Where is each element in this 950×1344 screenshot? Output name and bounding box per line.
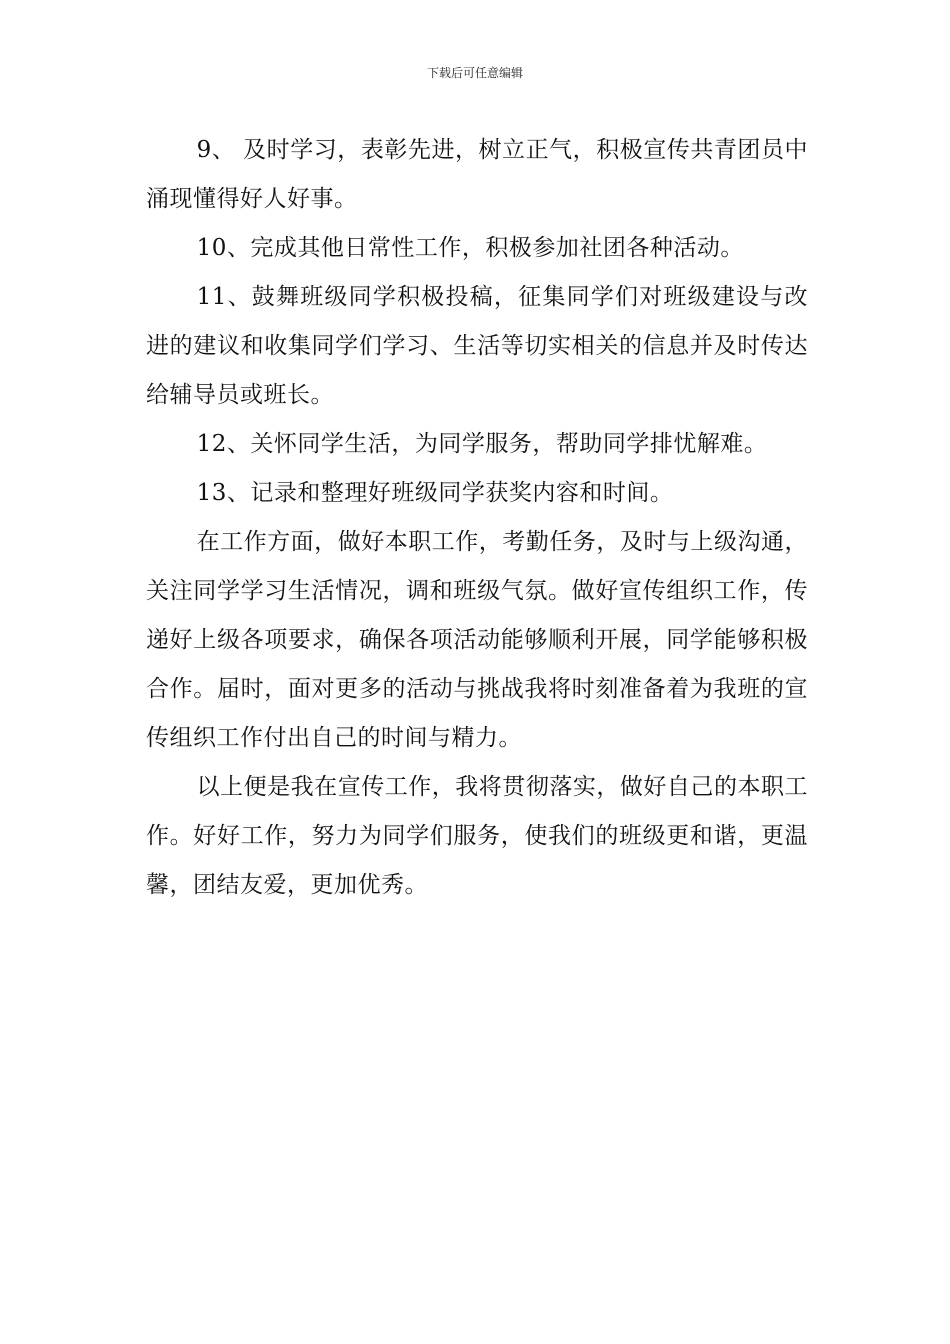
page-header: 下载后可任意编辑 [426, 66, 523, 80]
paragraph-item-9: 9、 及时学习，表彰先进，树立正气，积极宣传共青团员中涌现懂得好人好事。 [146, 137, 808, 212]
document-body [146, 126, 808, 910]
paragraph-item-11: 11、鼓舞班级同学积极投稿，征集同学们对班级建设与改进的建议和收集同学们学习、生活等切实相关的信息并及时传达给辅导员或班长。 [146, 284, 808, 408]
paragraph-item-13: 13、记录和整理好班级同学获奖内容和时间。 [196, 480, 674, 506]
paragraph-conclusion: 以上便是我在宣传工作，我将贯彻落实，做好自己的本职工作。好好工作，努力为同学们服务，使我们的班级更和谐，更温馨，团结友爱，更加优秀。 [146, 774, 808, 898]
paragraph-item-12: 12、关怀同学生活，为同学服务，帮助同学排忧解难。 [196, 431, 768, 457]
paragraph-item-10: 10、完成其他日常性工作，积极参加社团各种活动。 [196, 235, 744, 261]
paragraph-work-summary: 在工作方面，做好本职工作，考勤任务，及时与上级沟通，关注同学学习生活情况，调和班级气氛。做好宣传组织工作，传递好上级各项要求，确保各项活动能够顺利开展，同学能够积极合作。届时，面对更多的活动与挑战我将时刻准备着为我班的宣传组织工作付出自己的时间与精力。 [146, 529, 808, 751]
